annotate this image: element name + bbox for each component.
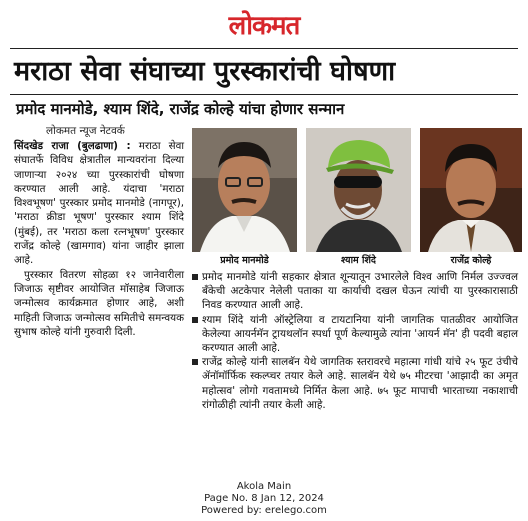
subheadline: प्रमोद मानमोडे, श्याम शिंदे, राजेंद्र कोल्हे यांचा होणार सन्मान	[16, 100, 345, 118]
paragraph-1	[14, 139, 184, 268]
list-item	[192, 313, 518, 356]
headline-rule	[10, 94, 518, 95]
footer-powered-by: Powered by: erelego.com	[201, 505, 327, 516]
list-item	[192, 355, 518, 412]
article-body	[14, 139, 184, 339]
highlight-list	[192, 270, 518, 412]
footer-page-date: Page No. 8 Jan 12, 2024	[204, 493, 324, 504]
photo-caption-2: श्याम शिंदे	[341, 255, 376, 266]
photo-caption-1: प्रमोद मानमोडे	[220, 255, 269, 266]
photo-strip	[192, 128, 522, 248]
photo-caption-3: राजेंद्र कोल्हे	[450, 255, 492, 266]
top-rule	[10, 48, 518, 49]
paragraph-2: पुरस्कार वितरण सोहळा १२ जानेवारीला जिजाऊ सृष्टीवर आयोजित मॉसाहेब जिजाऊ जन्मोत्सव कार्यक्रमात होणार आहे, अशी माहिती जिजाऊ जन्मोत्सव समितीचे समन्वयक सुभाष कोल्हे यांनी गुरुवारी दिली.	[14, 268, 184, 338]
dateline: सिंदखेड राजा (बुलढाणा) :	[14, 140, 131, 152]
paragraph-1-text: मराठा सेवा संघातर्फे विविध क्षेत्रातील मान्यवरांना दिल्या जाणाऱ्या २०२४ च्या पुरस्कारांची घोषणा करण्यात आली आहे. यंदाचा 'मराठा विश्वभूषण' पुरस्कार प्रमोद मानमोडे (नागपूर), 'मराठा क्रीडा भूषण' पुरस्कार श्याम शिंदे (मुंबई), तर 'मराठा कला रत्नभूषण' पुरस्कार राजेंद्र कोल्हे (खामगाव) यांना जाहीर झाला आहे.	[14, 140, 185, 267]
photo-rajendra-kolhe	[420, 128, 522, 252]
masthead-logo: लोकमत	[228, 11, 300, 41]
bullet-square-icon	[192, 274, 198, 280]
photo-shyam-shinde	[306, 128, 411, 252]
bullet-square-icon	[192, 359, 198, 365]
byline: लोकमत न्यूज नेटवर्क	[46, 125, 125, 137]
photo-pramod-manmode	[192, 128, 297, 252]
list-item-text: प्रमोद मानमोडे यांनी सहकार क्षेत्रात शून्यातून उभारलेले विश्व आणि निर्मल उज्ज्वल बँकेची अटकेपार नेलेली पताका या कार्याची दखल घेऊन त्यांची या पुरस्कारासाठी निवड करण्यात आली आहे.	[202, 271, 518, 312]
list-item-text: श्याम शिंदे यांनी ऑस्ट्रेलिया व टायटानिया यांनी जागतिक पातळीवर आयोजित केलेल्या आयर्नमॅन ट्रायथलॉन स्पर्धा पूर्ण केल्यामुळे त्यांना 'आयर्न मॅन' ही पदवी बहाल करण्यात आली आहे.	[202, 313, 518, 355]
bullet-square-icon	[192, 317, 198, 323]
footer-edition: Akola Main	[236, 481, 292, 492]
list-item-text: राजेंद्र कोल्हे यांनी सालबॅन येथे जागतिक स्तरावरचे महात्मा गांधी यांचे २५ फूट उंचीचे ॲनॉमॉर्फिक स्कल्प्चर तयार केले आहे. सालबॅन येथे ७५ मीटरचा 'आझादी का अमृत महोत्सव' लोगो गवतामध्ये निर्मित केला आहे. ७५ फूट मापाची भारताच्या नकाशाची रांगोळीही त्यांनी तयार केली आहे.	[202, 356, 518, 411]
headline: मराठा सेवा संघाच्या पुरस्कारांची घोषणा	[14, 56, 396, 87]
list-item	[192, 270, 518, 313]
